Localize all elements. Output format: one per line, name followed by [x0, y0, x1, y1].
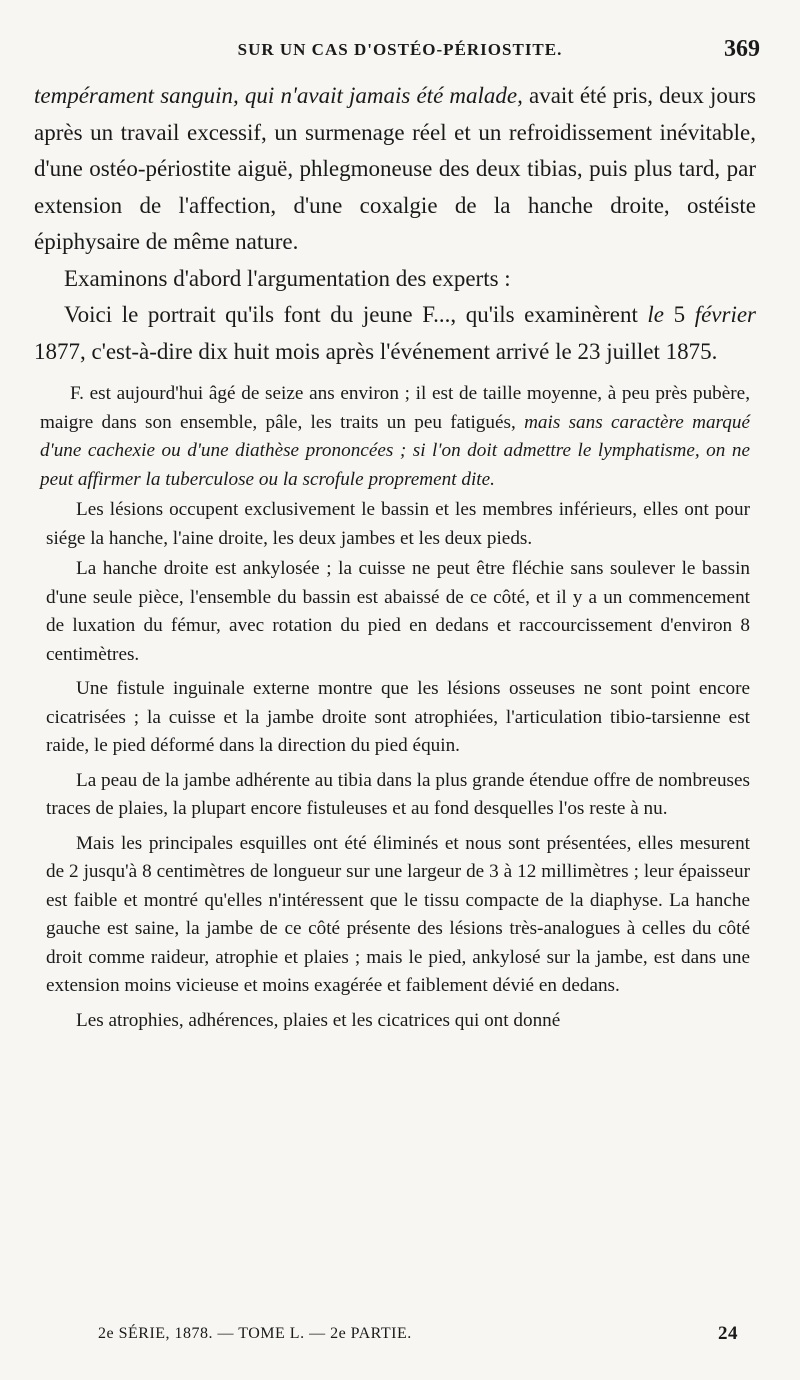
quoted-report	[34, 380, 756, 1035]
text-span: F. est aujourd'hui âgé de seize ans environ ; il est de taille moyenne, à peu près pubère, maigre dans son ensemble, pâle, les traits un peu fatigués,	[40, 383, 750, 433]
running-title: SUR UN CAS D'OSTÉO-PÉRIOSTITE.	[237, 40, 563, 59]
italic-word: février	[694, 302, 756, 327]
quote-paragraph-3: La hanche droite est ankylosée ; la cuisse ne peut être fléchie sans soulever le bassin d'une seule pièce, l'ensemble du bassin est abaissé de ce côté, et il y a un commencement de luxation du fémur, avec rotation du pied en dedans et raccourcissement d'environ 8 centimètres.	[46, 558, 750, 665]
quote-paragraph-5: La peau de la jambe adhérente au tibia dans la plus grande étendue offre de nombreuses traces de plaies, la plupart encore fistuleuses et au fond desquelles l'os reste à nu.	[46, 769, 750, 819]
signature-number: 24	[718, 1323, 738, 1344]
quote-paragraph-2: Les lésions occupent exclusivement le bassin et les membres inférieurs, elles ont pour siége la hanche, l'aine droite, les deux jambes et les deux pieds.	[46, 499, 750, 549]
paragraph-1	[34, 78, 756, 261]
quote-paragraph-7: Les atrophies, adhérences, plaies et les cicatrices qui ont donné	[76, 1009, 561, 1031]
text-span: Voici le portrait qu'ils font du jeune F..., qu'ils examinèrent	[64, 302, 648, 327]
quote-paragraph-4: Une fistule inguinale externe montre que les lésions osseuses ne sont point encore cicatrisées ; la cuisse et la jambe droite sont atrophiées, l'articulation tibio-tarsienne est raide, le pied déformé dans la direction du pied équin.	[46, 678, 750, 756]
quote-paragraph-6: Mais les principales esquilles ont été éliminés et nous sont présentées, elles mesurent de 2 jusqu'à 8 centimètres de longueur sur une largeur de 3 à 12 millimètres ; leur épaisseur est faible et montré qu'elles n'intéressent que le tissu compacte de la diaphyse. La hanche gauche est saine, la jambe de ce côté présente des lésions très-analogues à celles du côté droit comme raideur, atrophie et plaies ; mais le pied, ankylosé sur la jambe, est dans une extension moins vicieuse et moins exagérée et faiblement dévié en dedans.	[46, 832, 750, 996]
text-span: 5	[664, 302, 695, 327]
italic-phrase: mais sans caractère marqué d'une cachexie ou d'une diathèse prononcées ; si l'on doit admettre le lymphatisme, on ne peut affirmer la tuberculose ou la scrofule proprement dite.	[40, 411, 750, 490]
page-footer	[40, 1325, 760, 1355]
paragraph-2: Examinons d'abord l'argumentation des experts :	[64, 265, 511, 291]
page-number: 369	[724, 36, 760, 62]
body-text	[34, 78, 756, 1035]
text-span: 1877, c'est-à-dire dix huit mois après l'événement arrivé le 23 juillet 1875.	[34, 338, 718, 364]
italic-word: le	[647, 302, 665, 327]
signature-line: 2e SÉRIE, 1878. — TOME L. — 2e PARTIE.	[98, 1325, 412, 1342]
paragraph-3	[34, 297, 756, 370]
quote-paragraph-1	[34, 380, 756, 494]
italic-phrase: tempérament sanguin, qui n'avait jamais été malade,	[34, 83, 523, 108]
text-span: avait été pris, deux jours après un travail excessif, un surmenage réel et un refroidissement inévitable, d'une ostéo-périostite aiguë, phlegmoneuse des deux tibias, puis plus tard, par extension de l'affection, d'une coxalgie de la hanche droite, ostéiste épiphysaire de même nature.	[34, 83, 756, 254]
page-header	[40, 36, 760, 66]
